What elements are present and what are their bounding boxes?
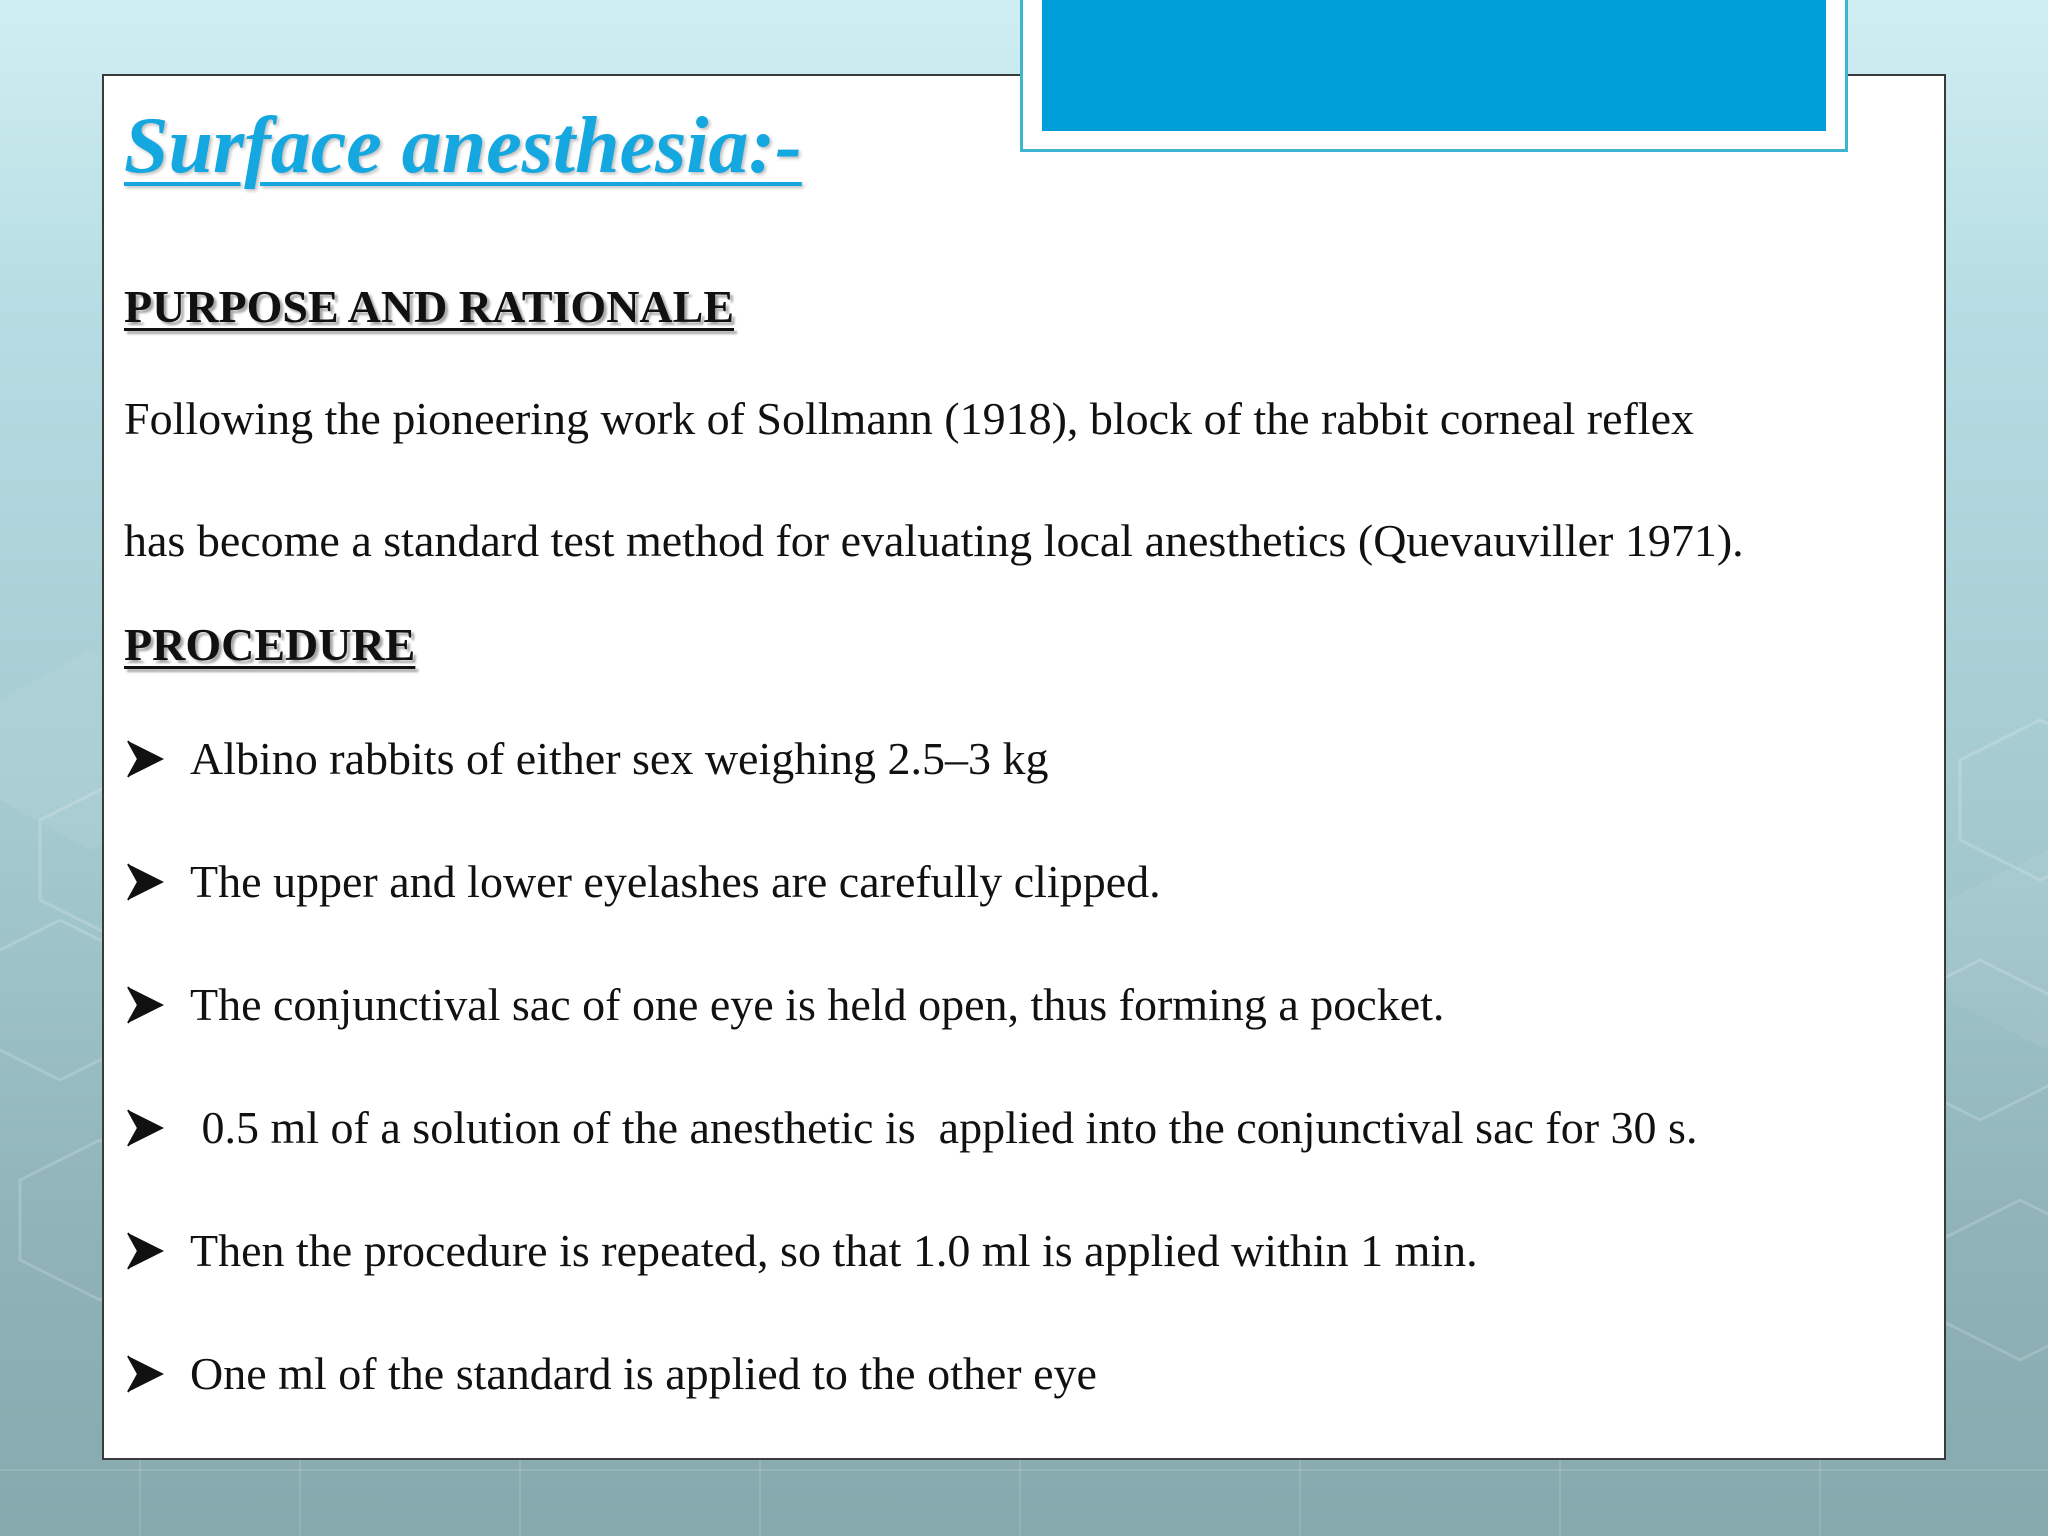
procedure-item-text: One ml of the standard is applied to the other eye [190, 1348, 1097, 1399]
purpose-text-line-1: Following the pioneering work of Sollmann (1918), block of the rabbit corneal reflex [124, 393, 1694, 444]
procedure-item-text: Albino rabbits of either sex weighing 2.5–3 kg [190, 733, 1049, 784]
list-item [124, 856, 1161, 907]
procedure-item-text: 0.5 ml of a solution of the anesthetic is applied into the conjunctival sac for 30 s. [190, 1102, 1698, 1153]
arrow-bullet-icon [124, 1108, 168, 1148]
list-item [124, 733, 1049, 784]
procedure-item-text: The upper and lower eyelashes are carefully clipped. [190, 856, 1161, 907]
arrow-bullet-icon [124, 1354, 168, 1394]
accent-header-bar [1042, 0, 1826, 131]
procedure-item-text: The conjunctival sac of one eye is held open, thus forming a pocket. [190, 979, 1445, 1030]
purpose-text-line-2: has become a standard test method for evaluating local anesthetics (Quevauviller 1971). [124, 515, 1744, 566]
arrow-bullet-icon [124, 985, 168, 1025]
procedure-heading: PROCEDURE [124, 619, 416, 670]
arrow-bullet-icon [124, 862, 168, 902]
slide-title: Surface anesthesia:- [124, 102, 802, 190]
arrow-bullet-icon [124, 1231, 168, 1271]
accent-header-frame [1020, 0, 1848, 152]
list-item [124, 1225, 1478, 1276]
list-item [124, 1102, 1698, 1153]
list-item [124, 979, 1445, 1030]
procedure-item-text: Then the procedure is repeated, so that 1.0 ml is applied within 1 min. [190, 1225, 1478, 1276]
list-item [124, 1348, 1097, 1399]
arrow-bullet-icon [124, 739, 168, 779]
purpose-heading: PURPOSE AND RATIONALE [124, 281, 734, 332]
slide-content-panel [102, 74, 1946, 1460]
